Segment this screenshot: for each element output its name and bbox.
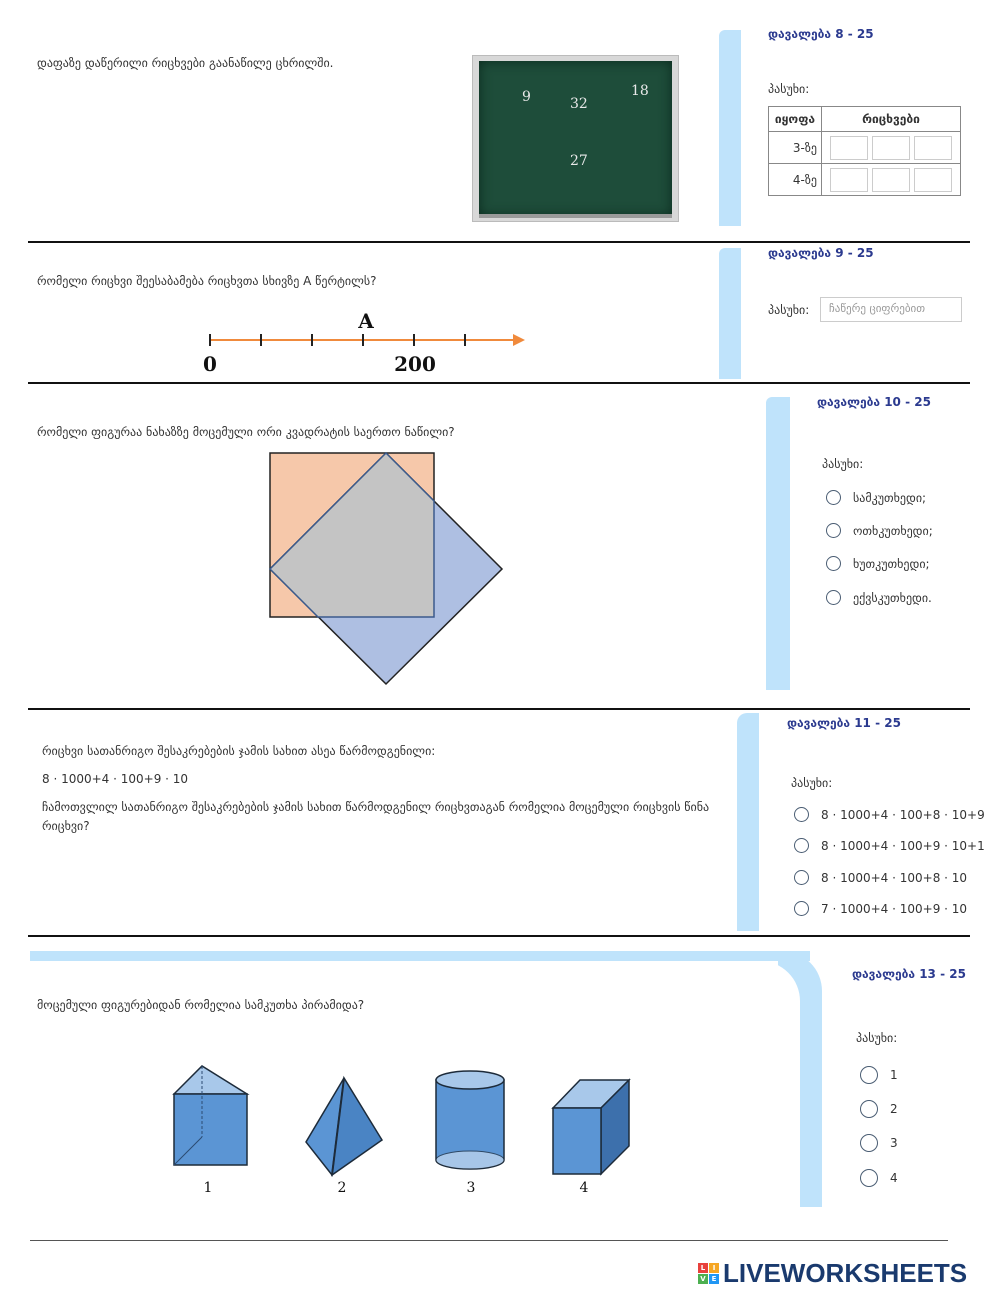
section-divider [28,708,970,710]
q10-option[interactable] [826,590,932,605]
option-label: 8 · 1000+4 · 100+9 · 10+1 [821,838,985,853]
board-number: 27 [570,153,588,169]
option-label: 3 [890,1136,898,1150]
chalkboard-image [472,55,679,222]
solid-figures [160,1058,650,1203]
table-header: იყოფა [769,107,822,132]
figure-label: 1 [203,1180,213,1196]
row-label: 4-ზე [769,164,822,196]
section-divider [28,382,970,384]
answer-text-input[interactable]: ჩაწერე ციფრებით [820,297,962,322]
q8-question: დაფაზე დაწერილი რიცხვები გაანაწილე ცხრილში. [37,56,334,70]
logo-letter: I [709,1263,719,1273]
q11-question: ჩამოთვლილ სათანრიგო შესაკრებების ჯამის სახით წარმოდგენილ რიცხვთაგან რომელია მოცემული რიცხვის წინა რიცხვი? [42,800,710,834]
board-number: 32 [570,96,588,112]
row-label: 3-ზე [769,132,822,164]
radio-button[interactable] [794,838,809,853]
answer-input-box[interactable] [872,168,910,192]
accent-bar [766,397,790,690]
logo-letter: L [698,1263,708,1273]
figure-label: 4 [579,1180,589,1196]
option-label: ხუთკუთხედი; [853,556,930,571]
cylinder-figure [436,1071,504,1169]
q11-task-title: დავალება 11 - 25 [787,716,901,730]
radio-button[interactable] [826,556,841,571]
radio-button[interactable] [826,523,841,538]
accent-bar [719,248,741,379]
answer-label: პასუხი: [856,1031,898,1045]
answer-input-box[interactable] [914,168,952,192]
radio-button[interactable] [860,1134,878,1152]
q13-option[interactable] [860,1100,898,1118]
number-line [195,305,535,380]
table-header: რიცხვები [822,107,961,132]
two-squares-figure [265,448,510,688]
triangular-prism-figure [174,1066,247,1165]
radio-button[interactable] [860,1169,878,1187]
answer-input-box[interactable] [872,136,910,160]
divisibility-table [768,106,961,196]
answer-label: პასუხი: [768,82,810,96]
tick-label: 0 [203,352,217,376]
answer-label: პასუხი: [768,303,810,317]
q13-option[interactable] [860,1066,898,1084]
tick-label: 200 [394,352,436,376]
radio-button[interactable] [794,807,809,822]
answer-label: პასუხი: [791,776,833,790]
option-label: სამკუთხედი; [853,490,927,505]
option-label: 8 · 1000+4 · 100+8 · 10+9 [821,807,985,822]
answer-input-box[interactable] [830,168,868,192]
logo-letter: E [709,1274,719,1284]
q11-option[interactable] [794,807,985,822]
q10-option[interactable] [826,556,930,571]
q9-task-title: დავალება 9 - 25 [768,246,874,260]
q10-option[interactable] [826,490,926,505]
q11-question-intro: რიცხვი სათანრიგო შესაკრებების ჯამის სახით ასეა წარმოდგენილი: [42,744,436,758]
option-label: 8 · 1000+4 · 100+8 · 10 [821,870,968,885]
q10-option[interactable] [826,523,933,538]
q13-question: მოცემული ფიგურებიდან რომელია სამკუთხა პირამიდა? [37,998,365,1012]
radio-button[interactable] [860,1066,878,1084]
radio-button[interactable] [826,490,841,505]
accent-bar [719,30,741,226]
answer-input-box[interactable] [830,136,868,160]
board-number: 18 [631,83,649,99]
option-label: 2 [890,1102,898,1116]
cuboid-figure [553,1080,629,1174]
triangular-pyramid-figure [306,1078,382,1175]
radio-button[interactable] [794,901,809,916]
board-number: 9 [522,89,531,105]
answer-input-box[interactable] [914,136,952,160]
section-divider [28,935,970,937]
q10-task-title: დავალება 10 - 25 [817,395,931,409]
radio-button[interactable] [860,1100,878,1118]
option-label: 4 [890,1171,898,1185]
logo-blocks-icon [698,1263,719,1284]
q13-task-title: დავალება 13 - 25 [852,967,966,981]
option-label: 1 [890,1068,898,1082]
q13-option[interactable] [860,1134,898,1152]
accent-bar [737,713,759,931]
footer-divider [30,1240,948,1241]
q8-task-title: დავალება 8 - 25 [768,27,874,41]
q10-question: რომელი ფიგურაა ნახაზზე მოცემული ორი კვადრატის საერთო ნაწილი? [37,425,455,439]
radio-button[interactable] [794,870,809,885]
q11-option[interactable] [794,870,967,885]
q11-option[interactable] [794,838,985,853]
q13-option[interactable] [860,1169,898,1187]
answer-label: პასუხი: [822,457,864,471]
brand-name: LIVEWORKSHEETS [723,1258,968,1288]
q11-option[interactable] [794,901,967,916]
figure-label: 2 [337,1180,347,1196]
option-label: ექვსკუთხედი. [853,590,932,605]
option-label: ოთხკუთხედი; [853,523,933,538]
accent-bar-top [30,951,810,961]
logo-letter: V [698,1274,708,1284]
radio-button[interactable] [826,590,841,605]
q9-question: რომელი რიცხვი შეესაბამება რიცხვთა სხივზე A წერტილს? [37,274,377,288]
figure-label: 3 [466,1180,476,1196]
q11-expression: 8 · 1000+4 · 100+9 · 10 [42,772,189,786]
point-a-label: A [358,309,374,333]
section-divider [28,241,970,243]
liveworksheets-logo[interactable] [698,1258,967,1289]
option-label: 7 · 1000+4 · 100+9 · 10 [821,901,968,916]
